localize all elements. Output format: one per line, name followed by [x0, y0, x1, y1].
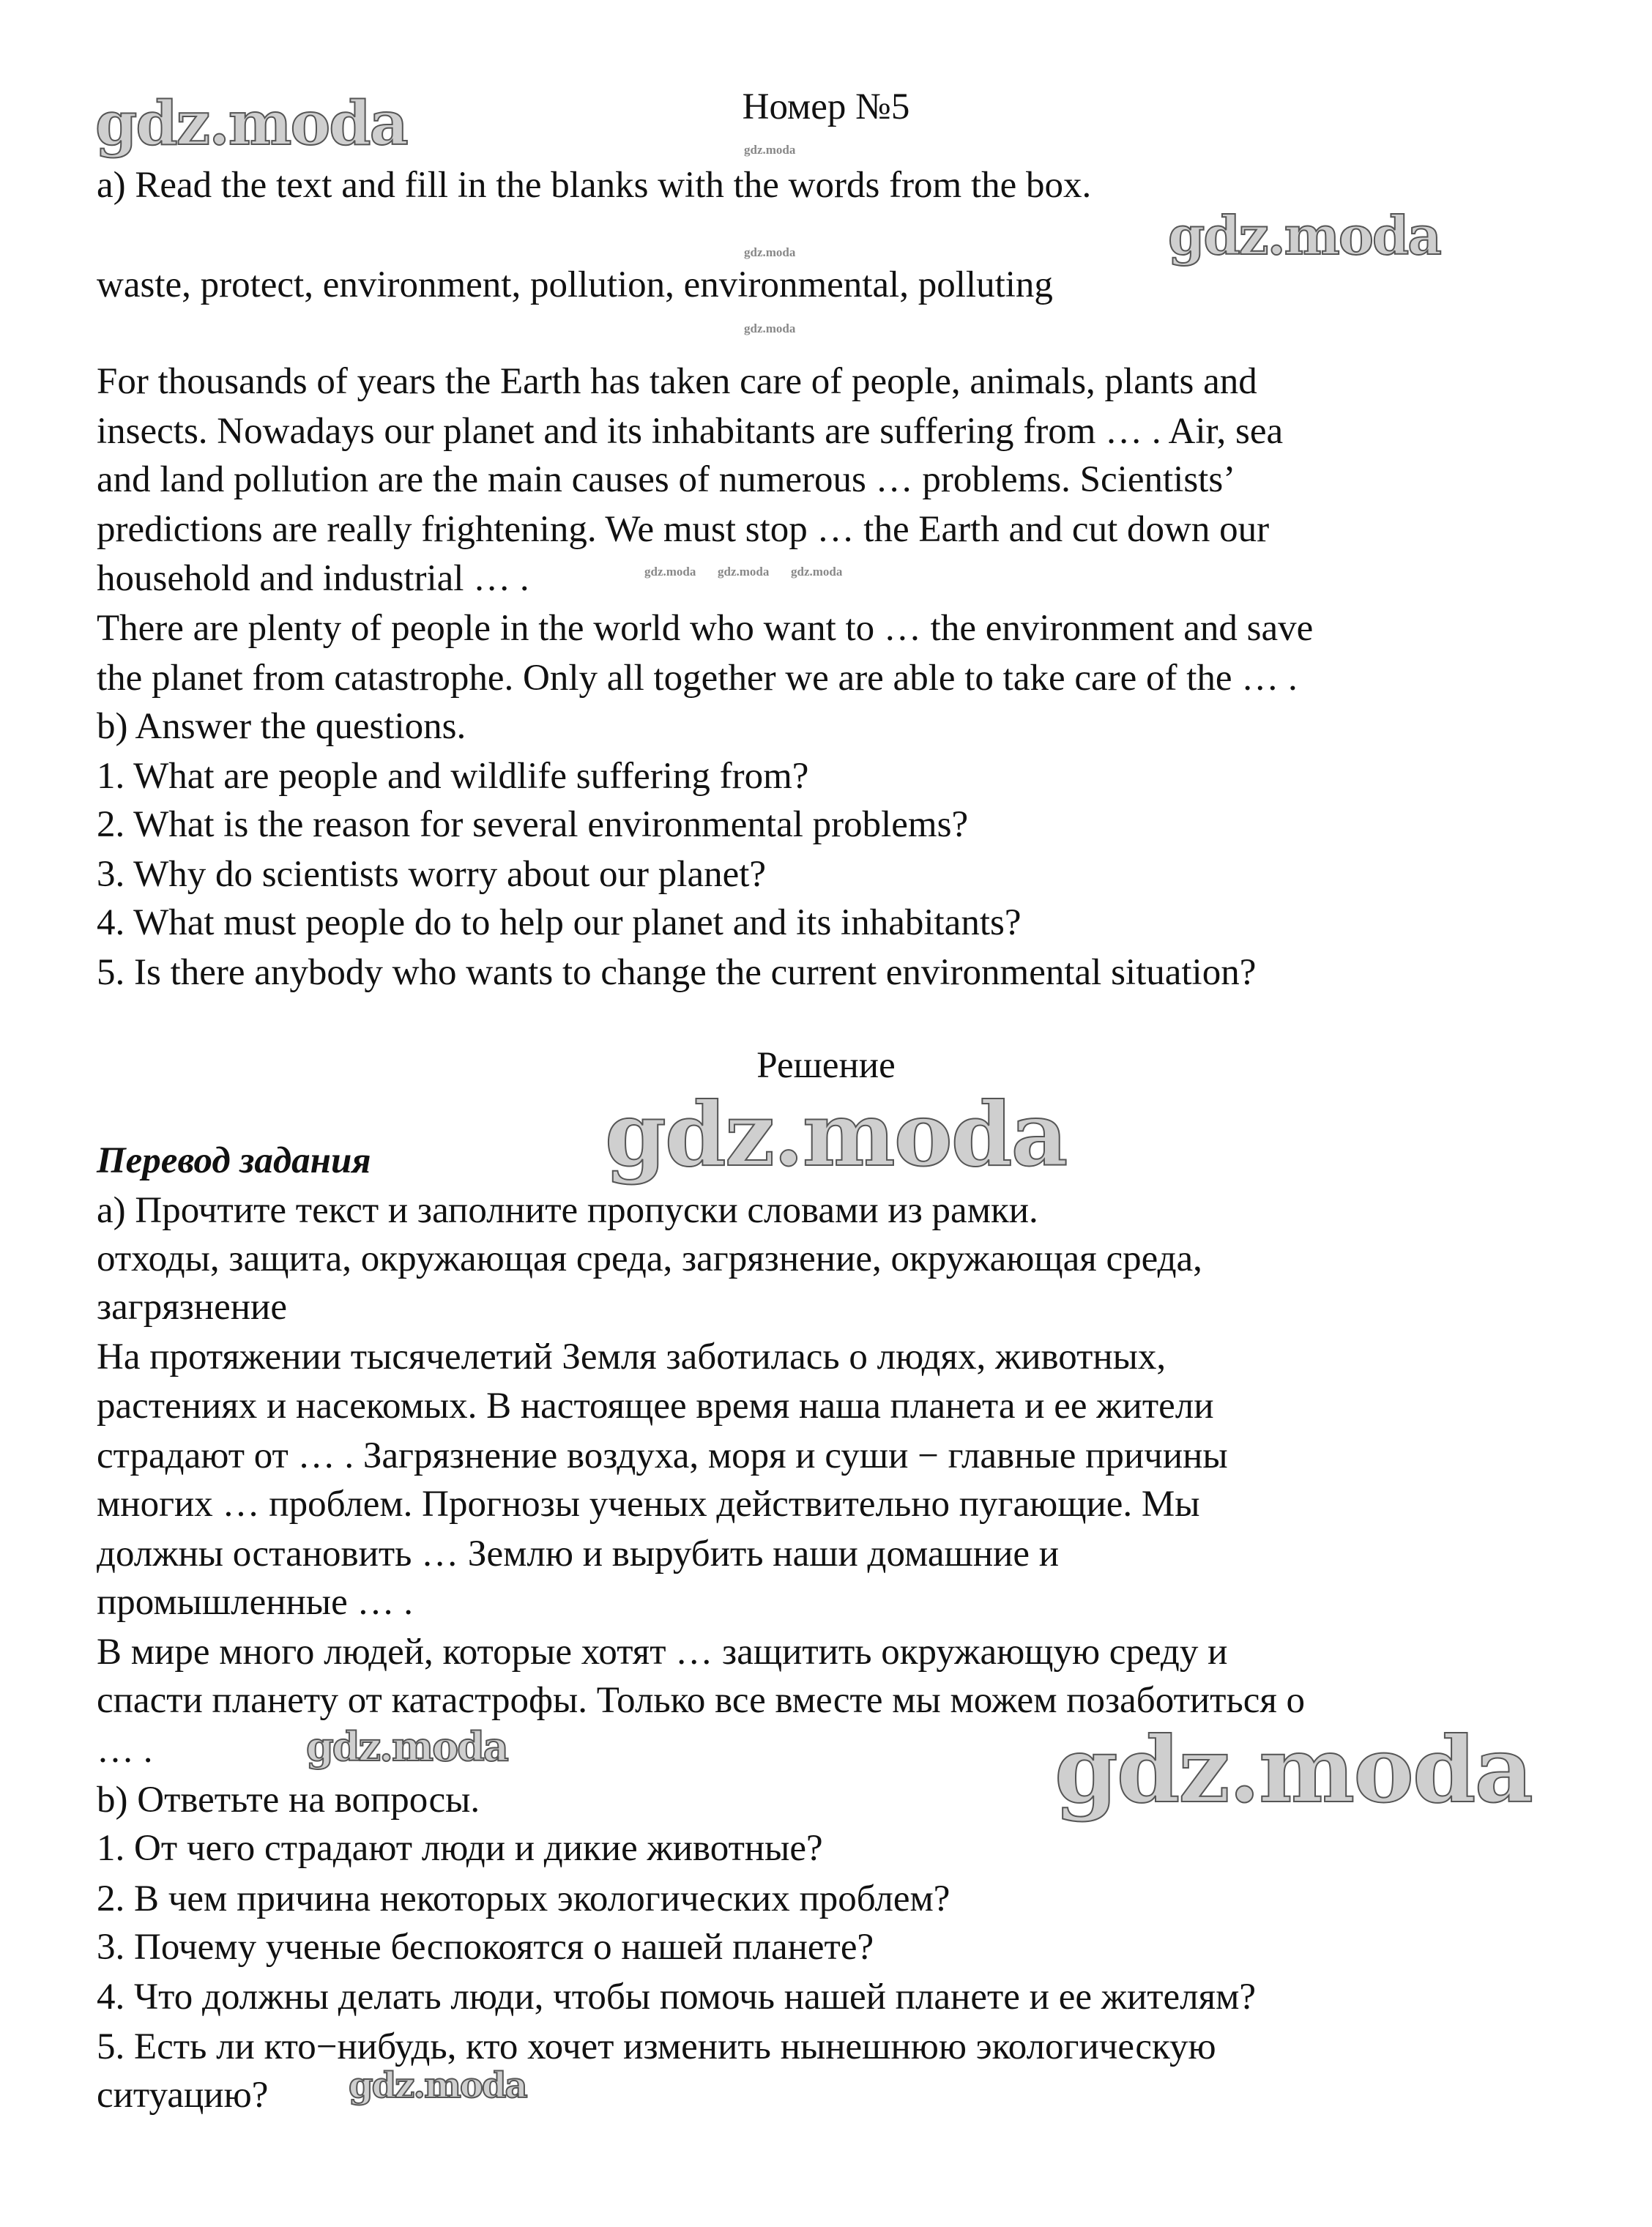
translated-question: ситуацию?	[97, 2075, 269, 2116]
translated-question: 1. От чего страдают люди и дикие животные?	[97, 1828, 823, 1869]
watermark-logo: gdz.moda	[349, 2065, 527, 2106]
watermark-small: gdz.moda	[718, 565, 770, 579]
translation-line: многих … проблем. Прогнозы ученых действительно пугающие. Мы	[97, 1484, 1200, 1525]
watermark-small: gdz.moda	[744, 143, 796, 157]
page-title: Номер №5	[742, 86, 910, 127]
text-line: predictions are really frightening. We must stop … the Earth and cut down our	[97, 509, 1270, 550]
question: 5. Is there anybody who wants to change the current environmental situation?	[97, 952, 1257, 993]
translation-line: растениях и насекомых. В настоящее время наша планета и ее жители	[97, 1386, 1214, 1427]
translation-line: промышленные … .	[97, 1582, 413, 1623]
task-a-instruction: a) Read the text and fill in the blanks with the words from the box.	[97, 165, 1092, 206]
question: 1. What are people and wildlife suffering from?	[97, 756, 809, 797]
translation-word-box: загрязнение	[97, 1287, 287, 1328]
translation-line: На протяжении тысячелетий Земля заботилась о людях, животных,	[97, 1336, 1167, 1378]
text-line: For thousands of years the Earth has taken care of people, animals, plants and	[97, 361, 1257, 402]
text-line: and land pollution are the main causes of numerous … problems. Scientists’	[97, 459, 1236, 500]
translation-heading: Перевод задания	[97, 1140, 371, 1181]
solution-heading: Решение	[756, 1045, 896, 1086]
question: 4. What must people do to help our planet and its inhabitants?	[97, 902, 1022, 943]
watermark-small: gdz.moda	[744, 321, 796, 335]
translation-a-instruction: a) Прочтите текст и заполните пропуски словами из рамки.	[97, 1190, 1038, 1231]
word-box: waste, protect, environment, pollution, environmental, polluting	[97, 264, 1053, 305]
text-line: insects. Nowadays our planet and its inhabitants are suffering from … . Air, sea	[97, 411, 1284, 452]
question: 2. What is the reason for several environmental problems?	[97, 804, 969, 845]
watermark-small: gdz.moda	[744, 245, 796, 259]
translated-question: 2. В чем причина некоторых экологических проблем?	[97, 1878, 950, 1919]
translated-question: 4. Что должны делать люди, чтобы помочь нашей планете и ее жителям?	[97, 1977, 1256, 2018]
translated-question: 3. Почему ученые беспокоятся о нашей планете?	[97, 1927, 874, 1968]
text-line: the planet from catastrophe. Only all together we are able to take care of the … .	[97, 658, 1298, 699]
translated-question: 5. Есть ли кто−нибудь, кто хочет изменить нынешнюю экологическую	[97, 2026, 1216, 2067]
translation-b-instruction: b) Ответьте на вопросы.	[97, 1780, 480, 1821]
translation-line: … .	[97, 1730, 153, 1771]
watermark-small: gdz.moda	[791, 565, 843, 579]
watermark-logo: gdz.moda	[1168, 204, 1440, 267]
text-line: There are plenty of people in the world who want to … the environment and save	[97, 608, 1314, 649]
translation-word-box: отходы, защита, окружающая среда, загрязнение, окружающая среда,	[97, 1238, 1202, 1279]
watermark-logo: gdz.moda	[1054, 1717, 1532, 1823]
question: 3. Why do scientists worry about our planet?	[97, 854, 767, 895]
translation-line: должны остановить … Землю и вырубить наши домашние и	[97, 1533, 1060, 1574]
translation-line: страдают от … . Загрязнение воздуха, моря и суши − главные причины	[97, 1435, 1228, 1476]
text-line: household and industrial … .	[97, 558, 529, 599]
task-b-instruction: b) Answer the questions.	[97, 706, 466, 747]
translation-line: спасти планету от катастрофы. Только все вместе мы можем позаботиться о	[97, 1680, 1306, 1721]
watermark-logo: gdz.moda	[605, 1083, 1067, 1186]
watermark-logo: gdz.moda	[306, 1723, 507, 1770]
translation-line: В мире много людей, которые хотят … защитить окружающую среду и	[97, 1632, 1228, 1673]
watermark-logo: gdz.moda	[95, 89, 407, 159]
watermark-small: gdz.moda	[644, 565, 696, 579]
